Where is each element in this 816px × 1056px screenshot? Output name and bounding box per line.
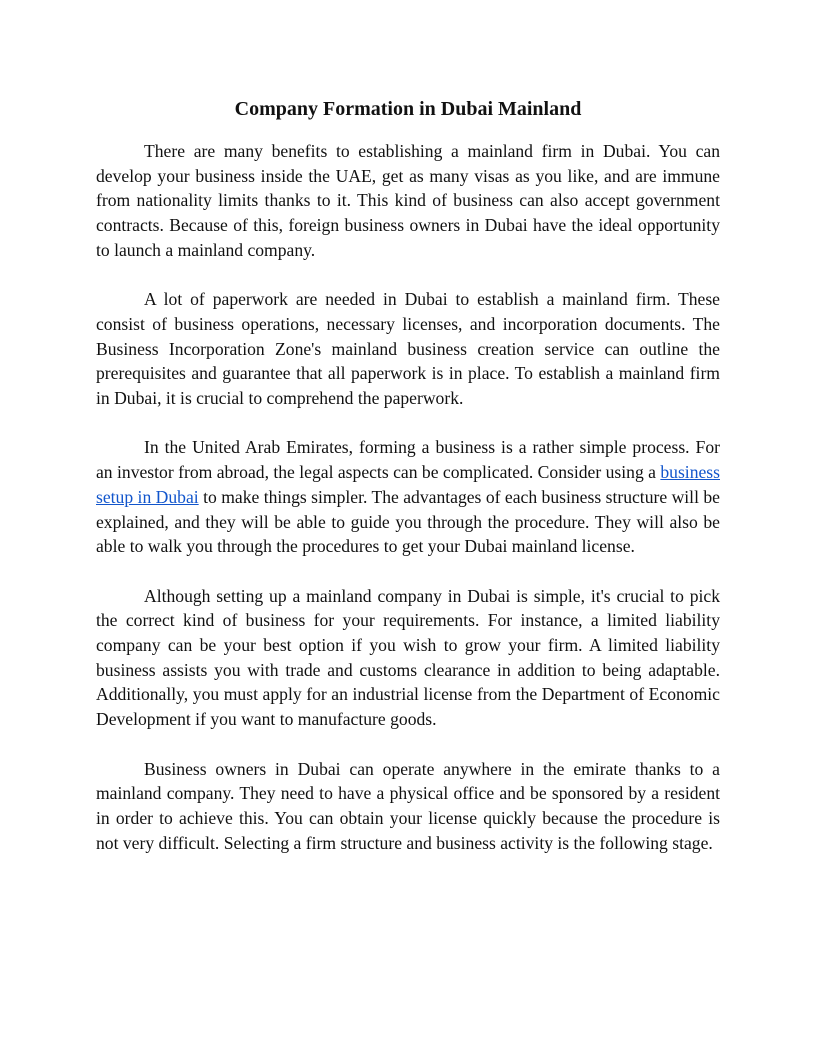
document-page <box>96 96 720 880</box>
paragraph-5: Business owners in Dubai can operate anywhere in the emirate thanks to a mainland company. They need to have a physical office and be sponsored by a resident in order to achieve this. You can obtain your license quickly because the procedure is not very difficult. Selecting a firm structure and business activity is the following stage. <box>96 758 720 853</box>
document-title: Company Formation in Dubai Mainland <box>234 98 582 120</box>
business-setup-link[interactable]: business setup in Dubai <box>96 462 720 507</box>
paragraph-1: There are many benefits to establishing a mainland firm in Dubai. You can develop your business inside the UAE, get as many visas as you like, and are immune from nationality limits thanks to it. This kind of business can also accept government contracts. Because of this, foreign business owners in Dubai have the ideal opportunity to launch a mainland company. <box>96 141 720 260</box>
paragraph-3 <box>96 435 720 559</box>
paragraph-3-after-link: to make things simpler. The advantages of each business structure will be explained, and they will be able to guide you through the procedure. They will also be able to walk you through the procedures to get your Dubai mainland license. <box>96 486 720 557</box>
paragraph-2: A lot of paperwork are needed in Dubai to establish a mainland firm. These consist of business operations, necessary licenses, and incorporation documents. The Business Incorporation Zone's mainland business creation service can outline the prerequisites and guarantee that all paperwork is in place. To establish a mainland firm in Dubai, it is crucial to comprehend the paperwork. <box>96 289 720 409</box>
paragraph-4: Although setting up a mainland company in Dubai is simple, it's crucial to pick the correct kind of business for your requirements. For instance, a limited liability company can be your best option if you wish to grow your firm. A limited liability business assists you with trade and customs clearance in addition to being adaptable. Additionally, you must apply for an industrial license from the Department of Economic Development if you want to manufacture goods. <box>96 585 720 730</box>
paragraph-3-before-link: In the United Arab Emirates, forming a business is a rather simple process. For an investor from abroad, the legal aspects can be complicated. Consider using a <box>96 437 720 483</box>
